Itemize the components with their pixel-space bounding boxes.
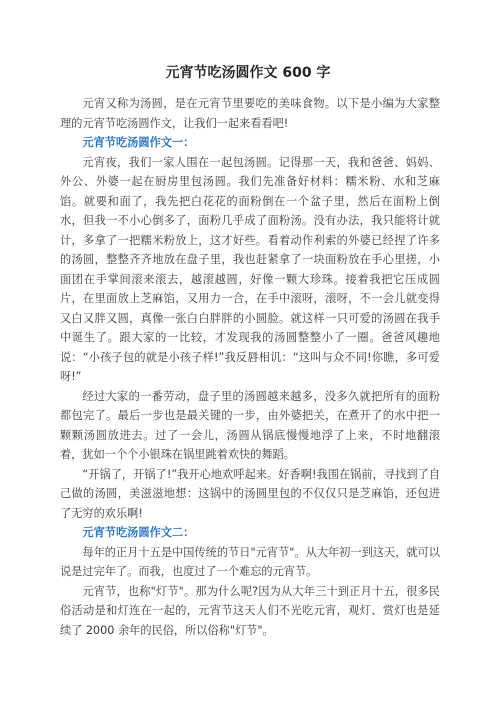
section-heading-2: 元宵节吃汤圆作文二： — [82, 526, 195, 539]
section-1-paragraph-3: “开锅了，开锅了!”我开心地欢呼起来。好香啊!我围在锅前，寻找到了自己做的汤圆，美滋滋地想：这锅中的汤圆里包的不仅仅只是芝麻馅，还包进了无穷的欢乐啊! — [60, 467, 440, 520]
section-2-paragraph-2: 元宵节，也称"灯节"。那为什么呢?因为从大年三十到正月十五，很多民俗活动是和灯连在一起的，元宵节这天人们不光吃元宵，观灯、赏灯也是延续了 2000 余年的民俗，所以俗称"灯节"。 — [60, 584, 440, 637]
section-1-paragraph-1: 元宵夜，我们一家人围在一起包汤圆。记得那一天，我和爸爸、妈妈、外公、外婆一起在厨房里包汤圆。我们先准备好材料：糯米粉、水和芝麻馅。就要和面了，我先把白花花的面粉倒在一个盆子里，然后在面粉上倒水，但我一不小心倒多了，面粉几乎成了面粉汤。没有办法，我只能将计就计，多拿了一把糯米粉放上，这才好些。看着动作利索的外婆已经捏了许多的汤圆，整整齐齐地放在盘子里，我也赶紧拿了一块面粉放在手心里搓，小面团在手掌间滚来滚去，越滚越圆，好像一颗大珍珠。接着我把它压成圆片，在里面放上芝麻馅，又用力一合，在手中滚呀，滚呀，不一会儿就变得又白又胖又圆，真像一张白白胖胖的小圆脸。就这样一只可爱的汤圆在我手中诞生了。跟大家的一比较，才发现我的汤圆整整小了一圈。爸爸风趣地说：“小孩子包的就是小孩子样!”我反唇相讥：“这叫与众不同!你瞧，多可爱呀!” — [60, 155, 440, 383]
section-heading-1: 元宵节吃汤圆作文一： — [82, 136, 195, 149]
section-1-paragraph-2: 经过大家的一番劳动，盘子里的汤圆越来越多，没多久就把所有的面粉都包完了。最后一步也是最关键的一步，由外婆把关，在煮开了的水中把一颗颗汤圆放进去。过了一会儿，汤圆从锅底慢慢地浮了上来，不时地翻滚着，犹如一个个小银珠在锅里跳着欢快的舞蹈。 — [60, 389, 440, 461]
document-title: 元宵节吃汤圆作文 600 字 — [165, 65, 331, 81]
intro-paragraph: 元宵又称为汤圆，是在元宵节里要吃的美味食物。以下是小编为大家整理的元宵节吃汤圆作文，让我们一起来看看吧! — [60, 97, 440, 130]
document-body — [60, 94, 440, 640]
section-2-paragraph-1: 每年的正月十五是中国传统的节日"元宵节"。从大年初一到这天，就可以说是过完年了。而我，也度过了一个难忘的元宵节。 — [60, 545, 440, 578]
